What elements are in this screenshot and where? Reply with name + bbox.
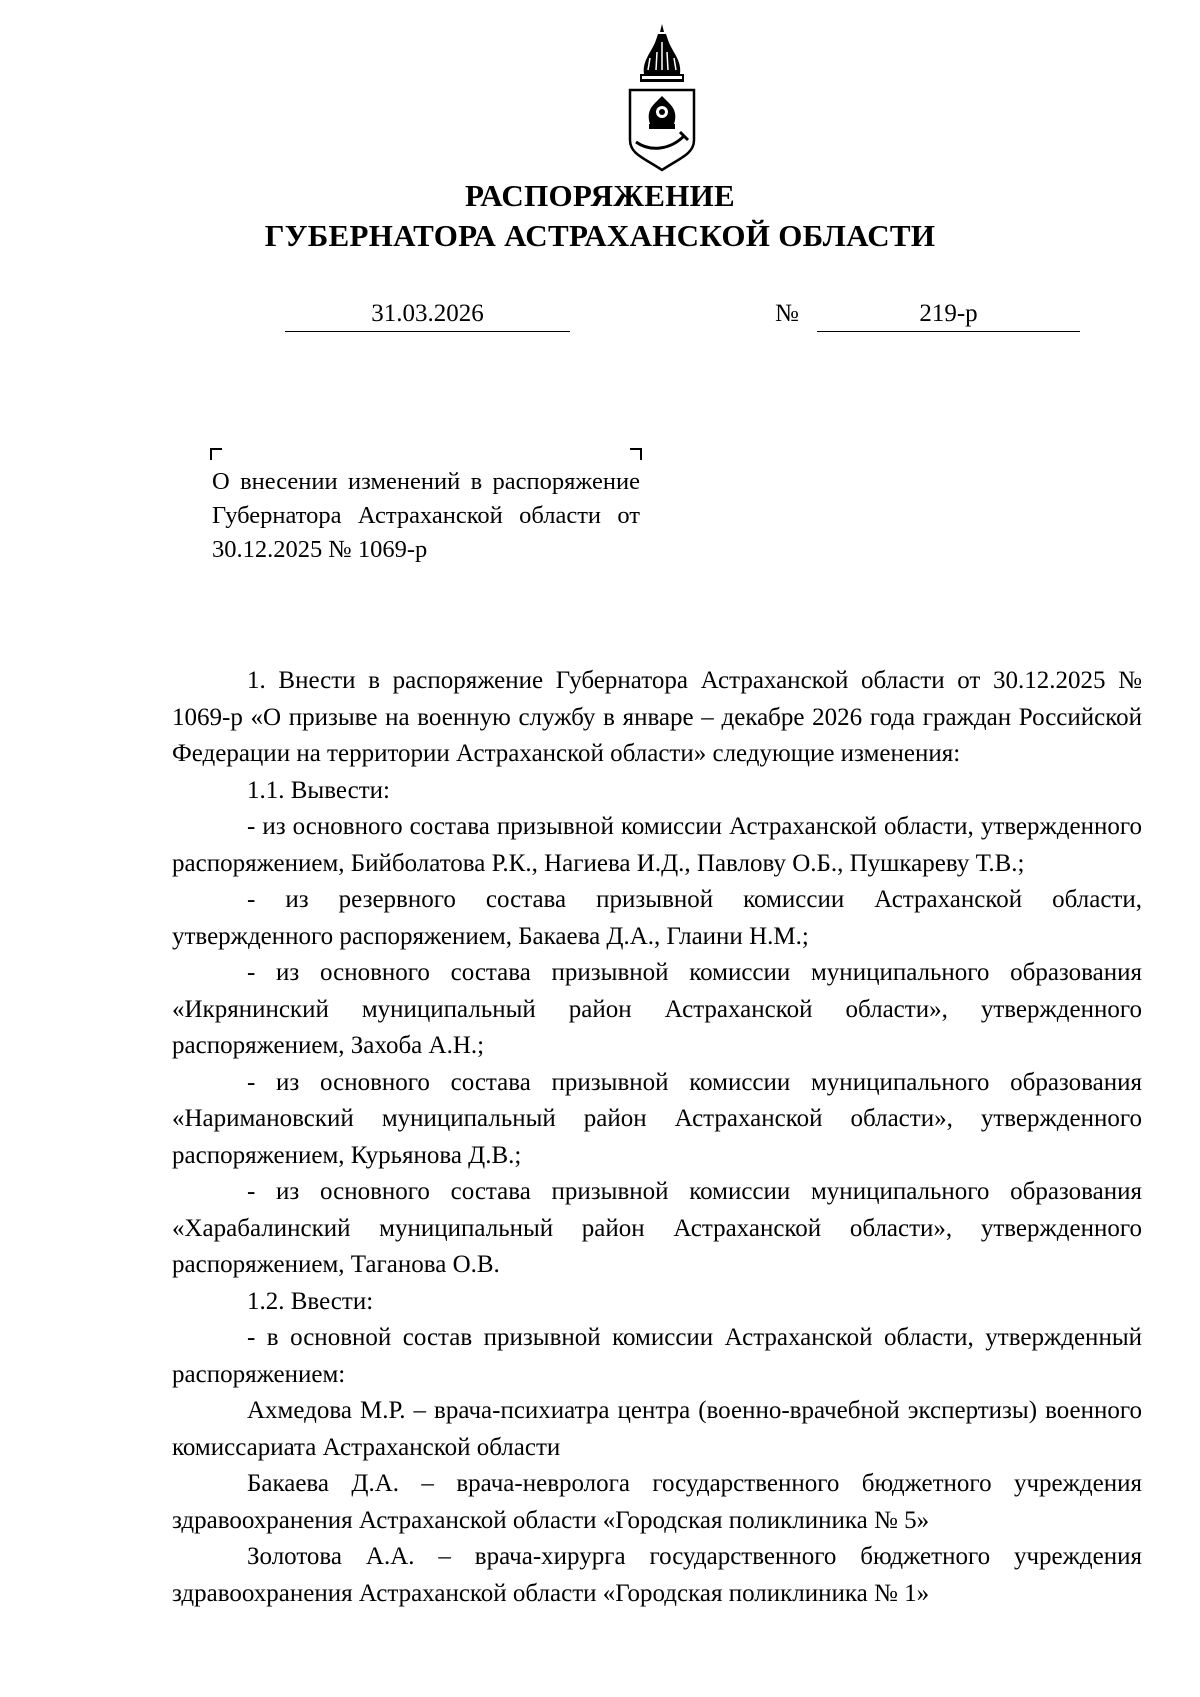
list-item: - из основного состава призывной комиссии муниципального образования «Харабалинский муниципальный район Астраханской области», утвержденного распоряжением, Таганова О.В. bbox=[172, 1178, 1142, 1278]
member-entry: Ахмедова М.Р. – врача-психиатра центра (военно-врачебной экспертизы) военного комиссариата Астраханской области bbox=[172, 1397, 1142, 1461]
number-sign: № bbox=[775, 300, 799, 327]
paragraph-1-2: 1.2. Ввести: bbox=[247, 1287, 374, 1315]
document-type-title: РАСПОРЯЖЕНИЕ bbox=[464, 178, 736, 213]
list-item: - в основной состав призывной комиссии Астраханской области, утвержденный распоряжением: bbox=[172, 1324, 1142, 1388]
list-item: - из основного состава призывной комиссии Астраханской области, утвержденного распоряжением, Бийболатова Р.К., Нагиева И.Д., Павлову О.Б., Пушкареву Т.В.; bbox=[172, 813, 1142, 877]
subject-bracket-left bbox=[210, 448, 222, 460]
paragraph-1: 1. Внести в распоряжение Губернатора Астраханской области от 30.12.2025 № 1069-р «О призыве на военную службу в январе – декабре 2026 года граждан Российской Федерации на территории Астраханской области» следующие изменения: bbox=[172, 667, 1142, 767]
list-item: - из основного состава призывной комиссии муниципального образования «Икрянинский муниципальный район Астраханской области», утвержденного распоряжением, Захоба А.Н.; bbox=[172, 959, 1142, 1059]
order-subject: О внесении изменений в распоряжение Губернатора Астраханской области от 30.12.2025 № 1069-р bbox=[212, 468, 640, 563]
member-entry: Золотова А.А. – врача-хирурга государственного бюджетного учреждения здравоохранения Астраханской области «Городская поликлиника № 1» bbox=[172, 1543, 1142, 1607]
order-number: 219-р bbox=[817, 300, 1080, 332]
paragraph-1-1: 1.1. Вывести: bbox=[247, 776, 390, 804]
member-entry: Бакаева Д.А. – врача-невролога государственного бюджетного учреждения здравоохранения Астраханской области «Городская поликлиника № 5» bbox=[172, 1470, 1142, 1534]
order-body bbox=[172, 663, 1142, 1612]
order-date: 31.03.2026 bbox=[285, 300, 570, 332]
astrakhan-coat-of-arms-icon bbox=[622, 22, 702, 172]
list-item: - из резервного состава призывной комиссии Астраханской области, утвержденного распоряжением, Бакаева Д.А., Глаини Н.М.; bbox=[172, 886, 1142, 950]
list-item: - из основного состава призывной комиссии муниципального образования «Наримановский муниципальный район Астраханской области», утвержденного распоряжением, Курьянова Д.В.; bbox=[172, 1068, 1142, 1169]
issuer-title: ГУБЕРНАТОРА АСТРАХАНСКОЙ ОБЛАСТИ bbox=[264, 218, 936, 253]
subject-bracket-right bbox=[630, 448, 642, 460]
